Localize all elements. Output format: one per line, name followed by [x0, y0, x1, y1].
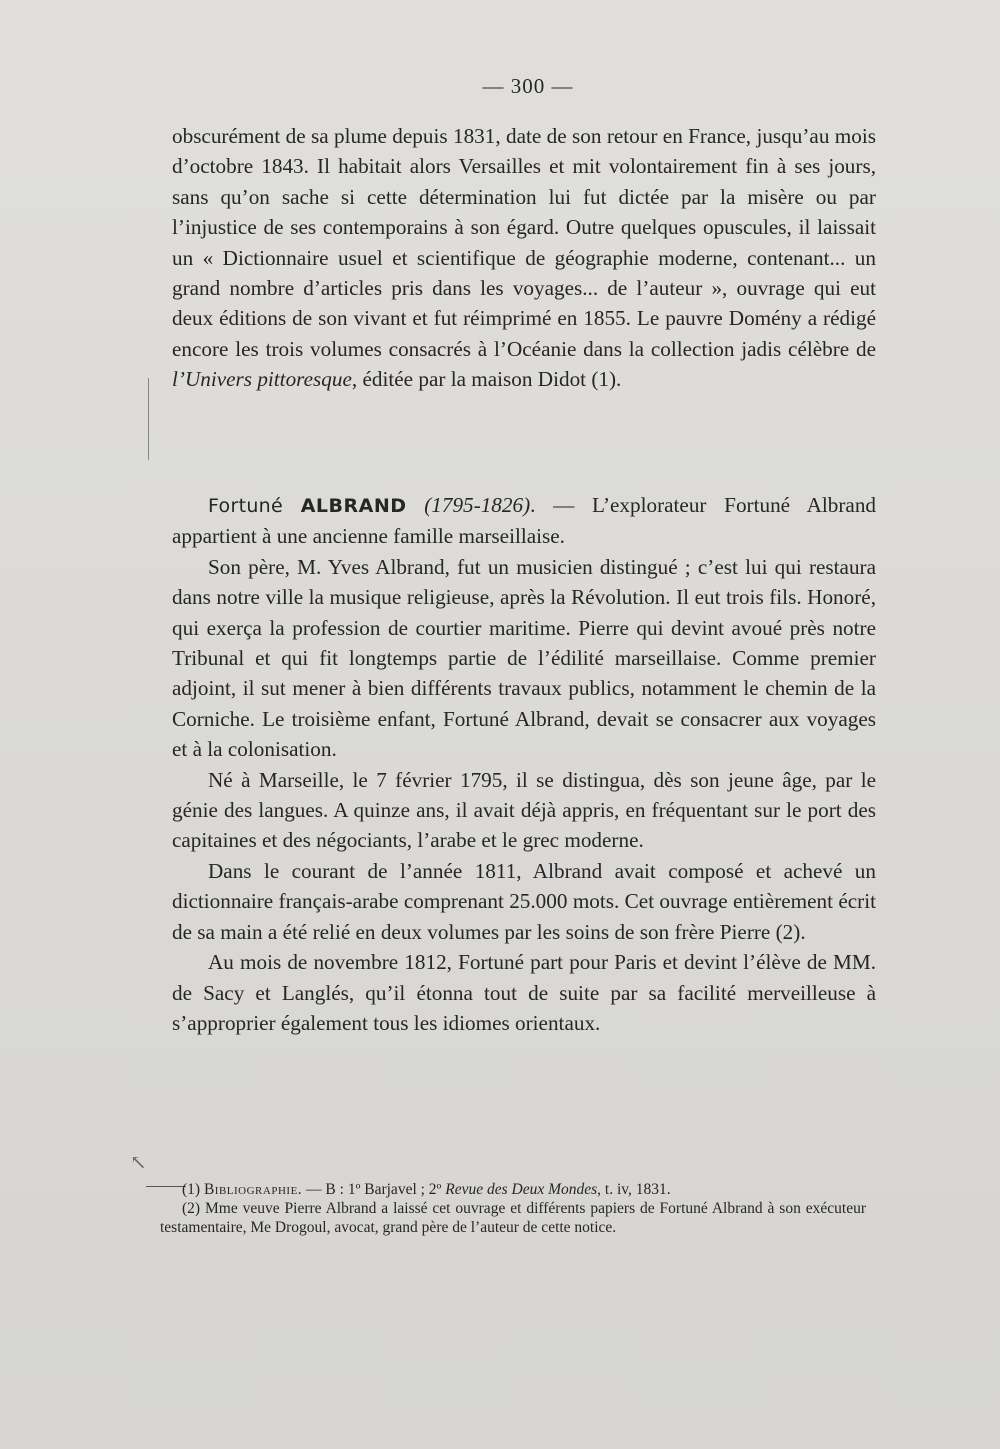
paragraph-birth: Né à Marseille, le 7 février 1795, il se distingua, dès son jeune âge, par le génie des langues. A quinze ans, il avait déjà appris, en fréquentant sur le port des capitaines et des négociants, l’arabe et le grec moderne.: [172, 767, 876, 853]
intro-tail: , éditée par la maison Didot (1).: [351, 367, 622, 392]
entry-heading-paragraph: [172, 490, 876, 552]
intro-paragraph: [172, 121, 876, 395]
albrand-entry: [172, 490, 876, 1038]
footnote-1-number: (1): [182, 1181, 201, 1198]
footnote-2: (2) Mme veuve Pierre Albrand a laissé cet ouvrage et différents papiers de Fortuné Albrand à son exécuteur testamentaire, Me Drogoul, avocat, grand père de l’auteur de cette notice.: [160, 1200, 866, 1236]
footnote-1: [160, 1180, 866, 1199]
footnote-1-text: — B : 1º Barjavel ; 2º: [302, 1181, 446, 1198]
entry-dates: (1795-1826): [424, 493, 531, 517]
intro-text: obscurément de sa plume depuis 1831, date de son retour en France, jusqu’au mois d’octobre 1843. Il habitait alors Versailles et mit volontairement fin à ses jours, sans qu’on sache si cette détermination lui fut dictée par la misère ou par l’injustice de ses contemporains à son égard. Outre quelques opuscules, il laissait un « Dictionnaire usuel et scientifique de géographie moderne, contenant... un grand nombre d’articles pris dans les voyages... de l’auteur », ouvrage qui eut deux éditions de son vivant et fut réimprimé en 1855. Le pauvre Domény a rédigé encore les trois volumes consacrés à l’Océanie dans la collection jadis célèbre de: [172, 124, 876, 361]
series-title: l’Univers pittoresque: [172, 367, 352, 392]
entry-surname: ALBRAND: [300, 495, 407, 517]
page-number: — 300 —: [482, 74, 574, 98]
footnote-1-tail: , t. iv, 1831.: [597, 1181, 671, 1198]
footnote-1-label: Bibliographie.: [203, 1181, 303, 1198]
entry-lead: . — L’explorateur Fortuné Albrand appartient à une ancienne famille marseillaise.: [172, 493, 877, 549]
intro-block: [172, 121, 876, 395]
paragraph-father: Son père, M. Yves Albrand, fut un musicien distingué ; c’est lui qui restaura dans notre ville la musique religieuse, après la Révolution. Il eut trois fils. Honoré, qui exerça la profession de courtier maritime. Pierre qui devint avoué près notre Tribunal et qui fit longtemps partie de l’édilité marseillaise. Comme premier adjoint, il sut mener à bien différents travaux publics, notamment le chemin de la Corniche. Le troisième enfant, Fortuné Albrand, devait se consacrer aux voyages et à la colonisation.: [172, 554, 876, 762]
footnotes: [160, 1180, 866, 1237]
paragraph-dictionary: Dans le courant de l’année 1811, Albrand avait composé et achevé un dictionnaire français-arabe comprenant 25.000 mots. Cet ouvrage entièrement écrit de sa main a été relié en deux volumes par les soins de son frère Pierre (2).: [172, 858, 876, 944]
pencil-hook-mark: ↖: [130, 1152, 147, 1174]
paragraph-paris: Au mois de novembre 1812, Fortuné part pour Paris et devint l’élève de MM. de Sacy et Langlés, qu’il étonna tout de suite par sa facilité merveilleuse à s’approprier également tous les idiomes orientaux.: [172, 950, 876, 1035]
entry-first-name: Fortuné: [208, 495, 284, 517]
margin-pencil-mark: [148, 378, 149, 460]
footnote-1-journal: Revue des Deux Mondes: [445, 1181, 598, 1198]
